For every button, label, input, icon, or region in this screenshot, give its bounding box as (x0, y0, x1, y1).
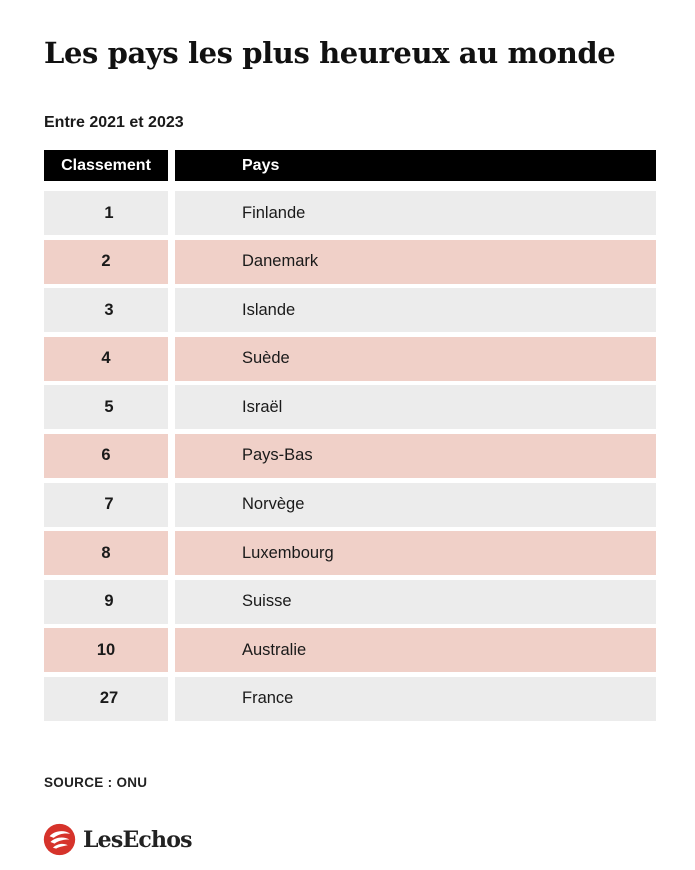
table-row (44, 531, 656, 575)
column-gap (168, 483, 175, 527)
column-gap (168, 531, 175, 575)
column-gap (168, 150, 175, 181)
table-row (44, 337, 656, 381)
rank-cell: 9 (44, 580, 168, 624)
les-echos-logo (43, 823, 192, 856)
column-gap (168, 191, 175, 235)
country-cell: Islande (175, 288, 656, 332)
subtitle: Entre 2021 et 2023 (44, 114, 184, 131)
rank-cell: 5 (44, 385, 168, 429)
rank-cell: 7 (44, 483, 168, 527)
rank-cell: 8 (44, 531, 168, 575)
header-rank: Classement (44, 150, 168, 181)
table-body (44, 191, 656, 721)
rank-cell: 1 (44, 191, 168, 235)
column-gap (168, 628, 175, 672)
page-title: Les pays les plus heureux au monde (44, 36, 616, 70)
column-gap (168, 385, 175, 429)
rank-cell: 3 (44, 288, 168, 332)
table-header (44, 150, 656, 181)
country-cell: Australie (175, 628, 656, 672)
country-cell: Israël (175, 385, 656, 429)
column-gap (168, 337, 175, 381)
column-gap (168, 240, 175, 284)
rank-cell: 10 (44, 628, 168, 672)
rank-cell: 6 (44, 434, 168, 478)
table-row (44, 385, 656, 429)
column-gap (168, 677, 175, 721)
country-cell: Danemark (175, 240, 656, 284)
ranking-table (44, 150, 656, 726)
table-row (44, 288, 656, 332)
country-cell: France (175, 677, 656, 721)
country-cell: Norvège (175, 483, 656, 527)
table-row (44, 677, 656, 721)
column-gap (168, 580, 175, 624)
table-row (44, 240, 656, 284)
logo-text: LesEchos (83, 826, 192, 853)
country-cell: Suède (175, 337, 656, 381)
column-gap (168, 288, 175, 332)
column-gap (168, 434, 175, 478)
country-cell: Pays-Bas (175, 434, 656, 478)
country-cell: Suisse (175, 580, 656, 624)
rank-cell: 4 (44, 337, 168, 381)
table-row (44, 628, 656, 672)
header-country: Pays (175, 150, 656, 181)
table-row (44, 580, 656, 624)
table-row (44, 191, 656, 235)
les-echos-logo-icon (43, 823, 76, 856)
rank-cell: 27 (44, 677, 168, 721)
table-row (44, 483, 656, 527)
source-note: SOURCE : ONU (44, 775, 148, 790)
country-cell: Finlande (175, 191, 656, 235)
country-cell: Luxembourg (175, 531, 656, 575)
rank-cell: 2 (44, 240, 168, 284)
table-row (44, 434, 656, 478)
